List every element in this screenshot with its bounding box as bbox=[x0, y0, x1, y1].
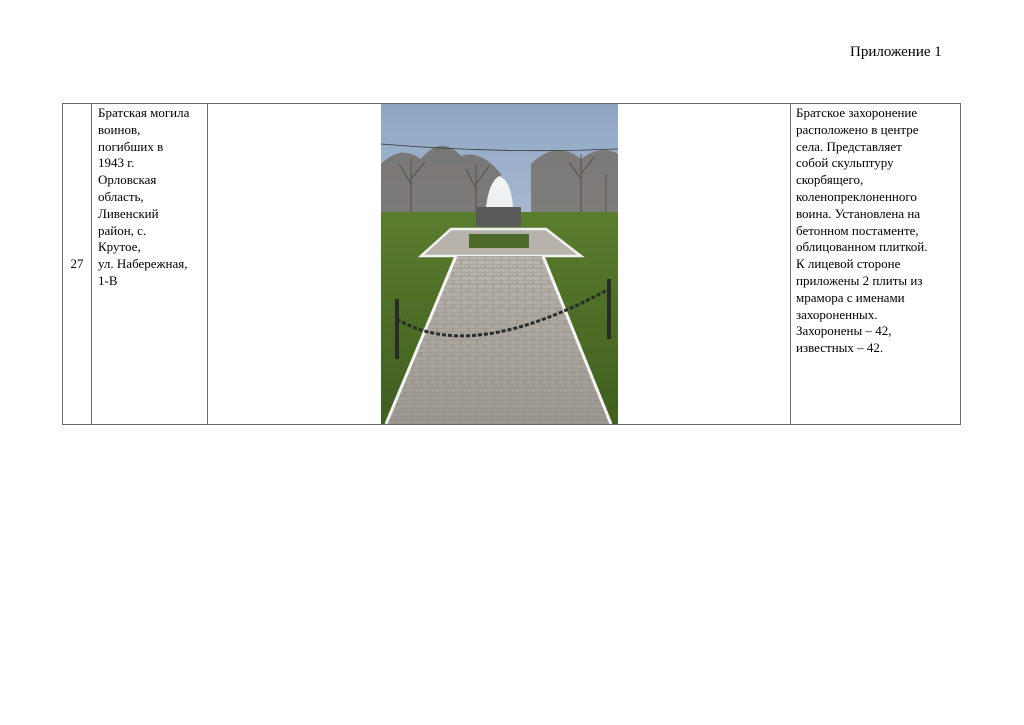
description-line: Захоронены – 42, bbox=[796, 323, 892, 339]
memorial-table bbox=[62, 103, 961, 425]
description-line: приложены 2 плиты из bbox=[796, 272, 923, 288]
table-row bbox=[63, 104, 961, 425]
description-line: К лицевой стороне bbox=[796, 256, 901, 272]
description-line: захороненных. bbox=[796, 306, 878, 322]
name-line: 1-В bbox=[98, 272, 118, 288]
row-number: 27 bbox=[63, 104, 92, 425]
name-line: 1943 г. bbox=[98, 155, 135, 171]
name-line: воинов, bbox=[98, 121, 141, 137]
name-line: район, с. bbox=[98, 222, 147, 238]
memorial-name-address bbox=[92, 104, 208, 425]
description-line: мрамора с именами bbox=[796, 289, 905, 305]
description-line: коленопреклоненного bbox=[796, 188, 917, 204]
memorial-description bbox=[791, 104, 961, 425]
description-line: Братское захоронение bbox=[796, 105, 918, 120]
name-line: Ливенский bbox=[98, 205, 159, 221]
appendix-label: Приложение 1 bbox=[850, 44, 942, 60]
name-line: ул. Набережная, bbox=[98, 256, 188, 272]
name-line: Крутое, bbox=[98, 239, 141, 255]
name-line: Братская могила bbox=[98, 105, 190, 120]
description-line: воина. Установлена на bbox=[796, 205, 921, 221]
description-line: расположено в центре bbox=[796, 121, 919, 137]
description-line: бетонном постаменте, bbox=[796, 222, 919, 238]
name-line: погибших в bbox=[98, 138, 164, 154]
name-line: область, bbox=[98, 188, 144, 204]
description-line: известных – 42. bbox=[796, 340, 884, 356]
photo-cell bbox=[208, 104, 791, 425]
name-line: Орловская bbox=[98, 172, 157, 188]
memorial-photo bbox=[381, 104, 618, 424]
description-line: собой скульптуру bbox=[796, 155, 894, 171]
description-line: скорбящего, bbox=[796, 172, 864, 188]
description-line: облицованном плиткой. bbox=[796, 239, 928, 255]
description-line: села. Представляет bbox=[796, 138, 902, 154]
